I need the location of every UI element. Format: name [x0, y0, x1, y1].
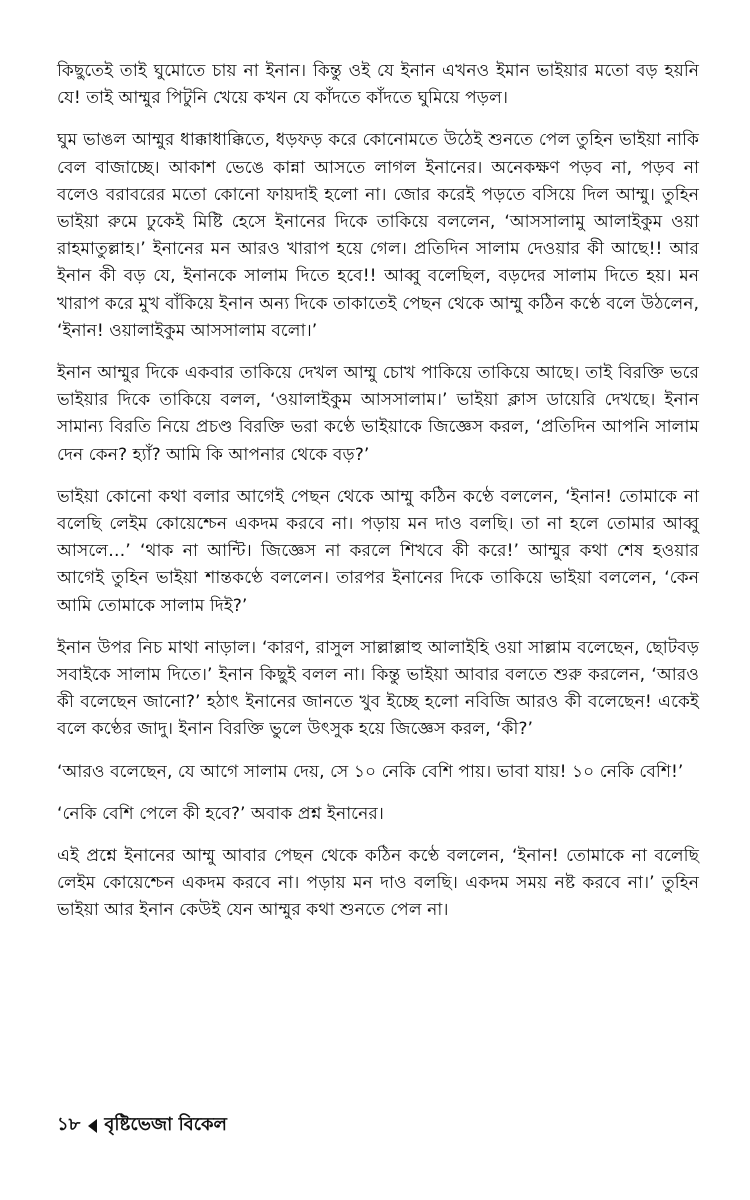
book-title: বৃষ্টিভেজা বিকেল — [104, 1114, 227, 1135]
paragraph-1: কিছুতেই তাই ঘুমোতে চায় না ইনান। কিন্তু ওই যে ইনান এখনও ইমান ভাইয়ার মতো বড় হয়নি যে! তাই আম্মুর পিটুনি খেয়ে কখন যে কাঁদতে কাঁদতে ঘুমিয়ে পড়ল। — [57, 61, 699, 109]
paragraph-4: ভাইয়া কোনো কথা বলার আগেই পেছন থেকে আম্মু কঠিন কণ্ঠে বললেন, ‘ইনান! তোমাকে না বলেছি লেইম কোয়েশ্চেন একদম করবে না। পড়ায় মন দাও বলছি। তা না হলে তোমার আব্বু আসলে…’ ‘থাক না আন্টি। জিজ্ঞেস না করলে শিখবে কী করে!’ আম্মুর কথা শেষ হওয়ার আগেই তুহিন ভাইয়া শান্তকণ্ঠে বললেন। তারপর ইনানের দিকে তাকিয়ে ভাইয়া বললেন, ‘কেন আমি তোমাকে সালাম দিই?’ — [57, 486, 699, 616]
page-number: ১৮ — [57, 1114, 81, 1135]
page-footer — [57, 1110, 227, 1141]
paragraph-7: ‘নেকি বেশি পেলে কী হবে?’ অবাক প্রশ্ন ইনানের। — [57, 803, 384, 824]
paragraph-5: ইনান উপর নিচ মাথা নাড়াল। ‘কারণ, রাসুল সাল্লাল্লাহু আলাইহি ওয়া সাল্লাম বলেছেন, ছোটবড় সবাইকে সালাম দিতে।’ ইনান কিছুই বলল না। কিন্তু ভাইয়া আবার বলতে শুরু করলেন, ‘আরও কী বলেছেন জানো?’ হঠাৎ ইনানের জানতে খুব ইচ্ছে হলো নবিজি আরও কী বলেছেন! একেই বলে কণ্ঠের জাদু। ইনান বিরক্তি ভুলে উৎসুক হয়ে জিজ্ঞেস করল, ‘কী?’ — [57, 637, 699, 740]
left-triangle-icon — [88, 1119, 97, 1133]
paragraph-8: এই প্রশ্নে ইনানের আম্মু আবার পেছন থেকে কঠিন কণ্ঠে বললেন, ‘ইনান! তোমাকে না বলেছি লেইম কোয়েশ্চেন একদম করবে না। পড়ায় মন দাও বলছি। একদম সময় নষ্ট করবে না।’ তুহিন ভাইয়া আর ইনান কেউই যেন আম্মুর কথা শুনতে পেল না। — [57, 846, 699, 921]
paragraph-3: ইনান আম্মুর দিকে একবার তাকিয়ে দেখল আম্মু চোখ পাকিয়ে তাকিয়ে আছে। তাই বিরক্তি ভরে ভাইয়ার দিকে তাকিয়ে বলল, ‘ওয়ালাইকুম আসসালাম।’ ভাইয়া ক্লাস ডায়েরি দেখছে। ইনান সামান্য বিরতি নিয়ে প্রচণ্ড বিরক্তি ভরা কণ্ঠে ভাইয়াকে জিজ্ঞেস করল, ‘প্রতিদিন আপনি সালাম দেন কেন? হ্যাঁ? আমি কি আপনার থেকে বড়?’ — [57, 363, 699, 465]
page-body — [57, 58, 699, 940]
paragraph-6: ‘আরও বলেছেন, যে আগে সালাম দেয়, সে ১০ নেকি বেশি পায়। ভাবা যায়! ১০ নেকি বেশি!’ — [57, 761, 684, 782]
paragraph-2: ঘুম ভাঙল আম্মুর ধাক্কাধাক্কিতে, ধড়ফড় করে কোনোমতে উঠেই শুনতে পেল তুহিন ভাইয়া নাকি বেল বাজাচ্ছে। আকাশ ভেঙে কান্না আসতে লাগল ইনানের। অনেকক্ষণ পড়ব না, পড়ব না বলেও বরাবরের মতো কোনো ফায়দাই হলো না। জোর করেই পড়তে বসিয়ে দিল আম্মু। তুহিন ভাইয়া রুমে ঢুকেই মিষ্টি হেসে ইনানের দিকে তাকিয়ে বললেন, ‘আসসালামু আলাইকুম ওয়া রাহমাতুল্লাহ।’ ইনানের মন আরও খারাপ হয়ে গেল। প্রতিদিন সালাম দেওয়ার কী আছে!! আর ইনান কী বড় যে, ইনানকে সালাম দিতে হবে!! আব্বু বলেছিল, বড়দের সালাম দিতে হয়। মন খারাপ করে মুখ বাঁকিয়ে ইনান অন্য দিকে তাকাতেই পেছন থেকে আম্মু কঠিন কণ্ঠে বলে উঠলেন, ‘ইনান! ওয়ালাইকুম আসসালাম বলো।’ — [57, 130, 699, 341]
